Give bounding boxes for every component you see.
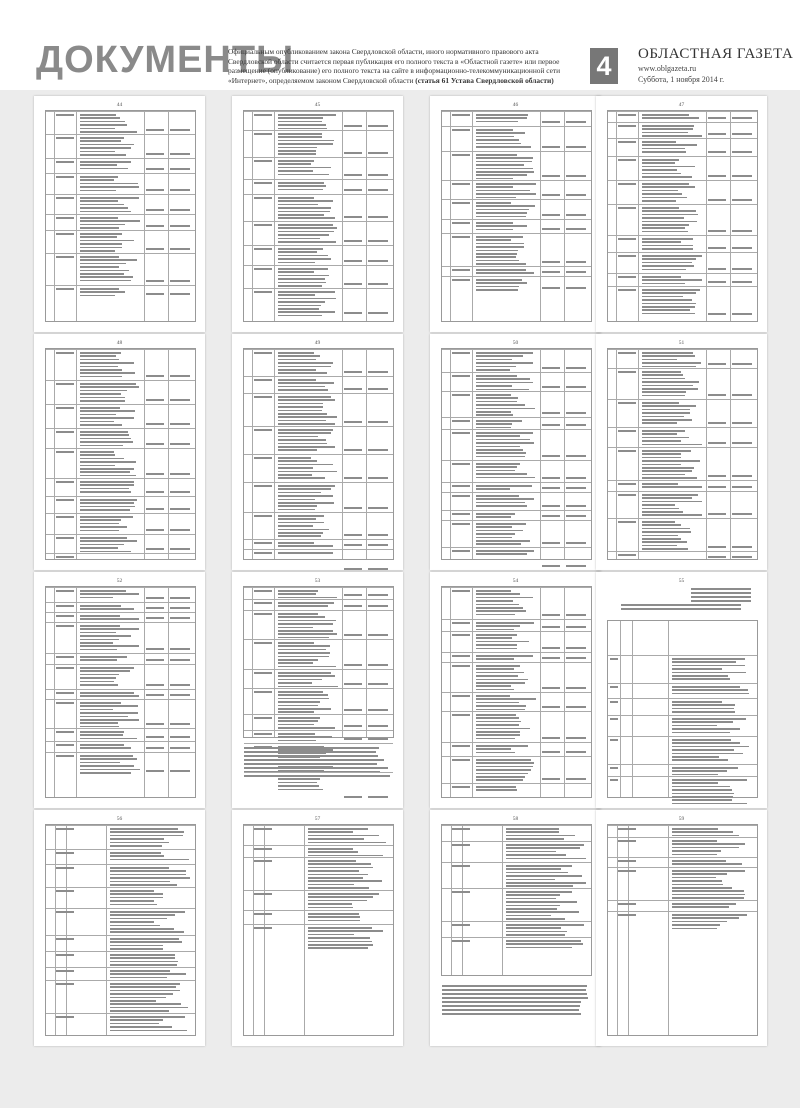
document-sheet: [34, 96, 205, 332]
document-sheet: [34, 572, 205, 808]
sheet-table: [243, 110, 394, 322]
document-sheet: [596, 96, 767, 332]
sheet-page-number: 55: [678, 578, 685, 584]
document-sheet: [232, 334, 403, 570]
sheet-page-number: 49: [314, 340, 321, 346]
sheet-table: [441, 824, 592, 976]
document-sheet: [596, 572, 767, 808]
sheet-page-number: 50: [512, 340, 519, 346]
sheet-page-number: 46: [512, 102, 519, 108]
sheet-page-number: 44: [116, 102, 123, 108]
document-sheet: [34, 334, 205, 570]
sheet-table: [243, 348, 394, 560]
notice-reference: (статья 61 Устава Свердловской области): [415, 75, 554, 85]
document-sheet: [430, 96, 601, 332]
sheet-page-number: 48: [116, 340, 123, 346]
sheet-table: [441, 348, 592, 560]
sheet-page-number: 58: [512, 816, 519, 822]
sheet-page-number: 59: [678, 816, 685, 822]
sheet-table: [45, 586, 196, 798]
sheet-table: [243, 824, 394, 1036]
sheet-table: [45, 348, 196, 560]
document-sheet: [232, 96, 403, 332]
sheet-table: [243, 586, 394, 738]
sheet-table: [45, 824, 196, 1036]
document-sheet: [596, 810, 767, 1046]
sheet-table: [607, 620, 758, 798]
document-sheet: [232, 810, 403, 1046]
sheet-page-number: 53: [314, 578, 321, 584]
newspaper-name: ОБЛАСТНАЯ ГАЗЕТА: [638, 46, 794, 62]
issue-date: Суббота, 1 ноября 2014 г.: [638, 75, 725, 84]
sheet-page-number: 52: [116, 578, 123, 584]
publication-notice: [228, 47, 578, 85]
sheet-table: [441, 110, 592, 322]
sheet-table: [607, 348, 758, 560]
sheet-page-number: 45: [314, 102, 321, 108]
sheet-page-number: 54: [512, 578, 519, 584]
sheet-page-number: 56: [116, 816, 123, 822]
sheet-page-number: 51: [678, 340, 685, 346]
document-sheet: [430, 810, 601, 1046]
document-sheet: [232, 572, 403, 808]
sheet-table: [441, 586, 592, 798]
page-number: 4: [590, 48, 618, 84]
page-header: [0, 0, 800, 90]
section-title: ДОКУМЕНТЫ: [36, 39, 295, 81]
website-link[interactable]: www.oblgazeta.ru: [638, 64, 697, 73]
document-sheet: [596, 334, 767, 570]
sheet-table: [607, 824, 758, 1036]
notice-text: Официальным опубликованием закона Свердловской области, иного нормативного правового акта Свердловской области считается первая публикация его полного текста в «Областной газете» или первое размещение (опубликование) его полного текста на сайте в информационно-телекоммуникационной сети «Интернет», определяемом законом Свердловской области: [228, 47, 561, 85]
sheet-table: [45, 110, 196, 322]
document-sheet: [430, 334, 601, 570]
sheet-page-number: 57: [314, 816, 321, 822]
document-sheet: [34, 810, 205, 1046]
document-sheet: [430, 572, 601, 808]
sheet-page-number: 47: [678, 102, 685, 108]
sheet-table: [607, 110, 758, 322]
